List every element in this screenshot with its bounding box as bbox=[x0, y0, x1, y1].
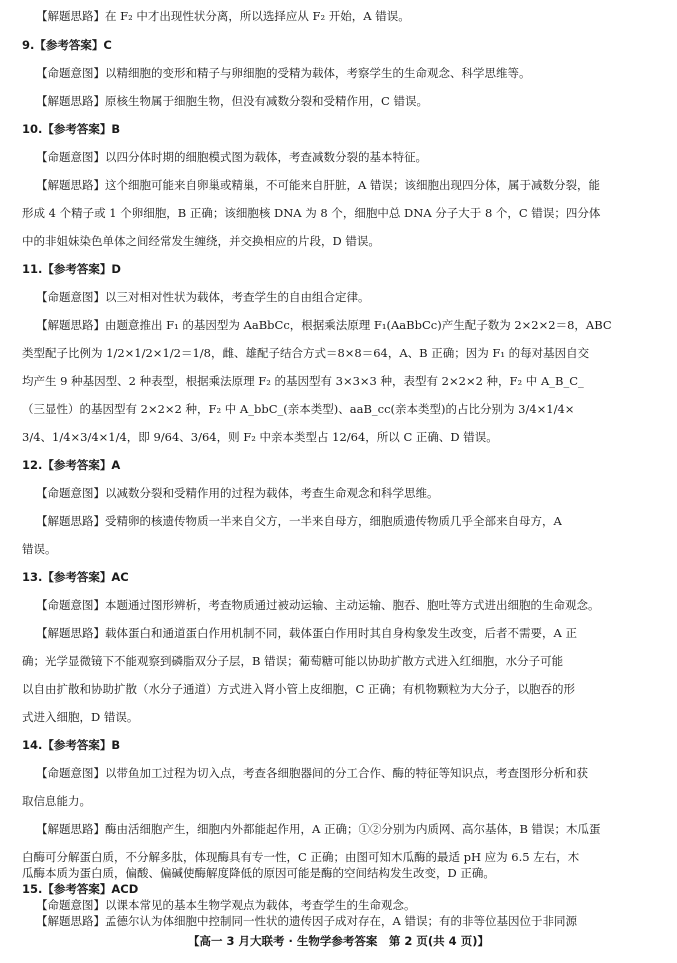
text-line: 3/4、1/4×3/4×1/4，即 9/64、3/64，则 F₂ 中亲本类型占 12/64，所以 C 正确、D 错误。 bbox=[22, 430, 498, 444]
text-line: 【命题意图】以三对相对性状为载体，考查学生的自由组合定律。 bbox=[36, 290, 370, 304]
answer-heading: 12.【参考答案】A bbox=[22, 458, 121, 472]
text-line: 【命题意图】以带鱼加工过程为切入点，考查各细胞器间的分工合作、酶的特征等知识点，考查图形分析和获 bbox=[36, 766, 588, 780]
text-line: 【解题思路】孟德尔认为体细胞中控制同一性状的遗传因子成对存在，A 错误；有的非等位基因位于非同源 bbox=[36, 914, 577, 928]
text-line: 类型配子比例为 1/2×1/2×1/2＝1/8，雌、雄配子结合方式＝8×8＝64，A、B 正确；因为 F₁ 的每对基因自交 bbox=[22, 346, 590, 360]
text-line: 白酶可分解蛋白质，不分解多肽，体现酶具有专一性，C 正确；由图可知木瓜酶的最适 pH 应为 6.5 左右，木 bbox=[22, 850, 580, 864]
answer-heading: 11.【参考答案】D bbox=[22, 262, 121, 276]
text-line: 【解题思路】在 F₂ 中才出现性状分离，所以选择应从 F₂ 开始，A 错误。 bbox=[36, 9, 410, 23]
text-line: 【解题思路】受精卵的核遗传物质一半来自父方，一半来自母方，细胞质遗传物质几乎全部来自母方，A bbox=[36, 514, 562, 528]
page-footer: 【高一 3 月大联考 · 生物学参考答案 第 2 页(共 4 页)】 bbox=[188, 934, 489, 948]
text-line: 【解题思路】这个细胞可能来自卵巢或精巢，不可能来自肝脏，A 错误；该细胞出现四分体，属于减数分裂，能 bbox=[36, 178, 600, 192]
text-line: 【命题意图】以课本常见的基本生物学观点为载体，考查学生的生命观念。 bbox=[36, 898, 416, 912]
text-line: 【解题思路】原核生物属于细胞生物，但没有减数分裂和受精作用，C 错误。 bbox=[36, 94, 428, 108]
text-line: 【解题思路】酶由活细胞产生，细胞内外都能起作用，A 正确；①②分别为内质网、高尔基体，B 错误；木瓜蛋 bbox=[36, 822, 601, 836]
answer-heading: 14.【参考答案】B bbox=[22, 738, 121, 752]
text-line: 中的非姐妹染色单体之间经常发生缠绕，并交换相应的片段，D 错误。 bbox=[22, 234, 380, 248]
text-line: 【命题意图】以精细胞的变形和精子与卵细胞的受精为载体，考察学生的生命观念、科学思维等。 bbox=[36, 66, 531, 80]
text-line: 【解题思路】由题意推出 F₁ 的基因型为 AaBbCc，根据乘法原理 F₁(AaBbCc)产生配子数为 2×2×2＝8，ABC bbox=[36, 318, 612, 332]
answer-heading: 13.【参考答案】AC bbox=[22, 570, 129, 584]
text-line: 以自由扩散和协助扩散（水分子通道）方式进入肾小管上皮细胞，C 正确；有机物颗粒为大分子，以胞吞的形 bbox=[22, 682, 575, 696]
text-line: 均产生 9 种基因型、2 种表型，根据乘法原理 F₂ 的基因型有 3×3×3 种，表型有 2×2×2 种，F₂ 中 A_B_C_ bbox=[22, 374, 584, 388]
text-line: 瓜酶本质为蛋白质，偏酸、偏碱使酶解度降低的原因可能是酶的空间结构发生改变，D 正确。 bbox=[22, 866, 495, 880]
text-line: 【命题意图】以减数分裂和受精作用的过程为载体，考查生命观念和科学思维。 bbox=[36, 486, 439, 500]
text-line: 形成 4 个精子或 1 个卵细胞，B 正确；该细胞核 DNA 为 8 个，细胞中总 DNA 分子大于 8 个，C 错误；四分体 bbox=[22, 206, 601, 220]
answer-heading: 15.【参考答案】ACD bbox=[22, 882, 139, 896]
text-line: 式进入细胞，D 错误。 bbox=[22, 710, 139, 724]
answer-heading: 9.【参考答案】C bbox=[22, 38, 112, 52]
text-line: 错误。 bbox=[22, 542, 57, 556]
text-line: 确；光学显微镜下不能观察到磷脂双分子层，B 错误；葡萄糖可能以协助扩散方式进入红细胞，水分子可能 bbox=[22, 654, 564, 668]
text-line: 【命题意图】本题通过图形辨析，考查物质通过被动运输、主动运输、胞吞、胞吐等方式进出细胞的生命观念。 bbox=[36, 598, 600, 612]
text-line: （三显性）的基因型有 2×2×2 种，F₂ 中 A_bbC_(亲本类型)、aaB_cc(亲本类型)的占比分别为 3/4×1/4× bbox=[22, 402, 575, 416]
text-line: 【命题意图】以四分体时期的细胞模式图为载体，考查减数分裂的基本特征。 bbox=[36, 150, 427, 164]
text-line: 【解题思路】载体蛋白和通道蛋白作用机制不同，载体蛋白作用时其自身构象发生改变，后者不需要，A 正 bbox=[36, 626, 577, 640]
text-line: 取信息能力。 bbox=[22, 794, 91, 808]
answer-heading: 10.【参考答案】B bbox=[22, 122, 121, 136]
